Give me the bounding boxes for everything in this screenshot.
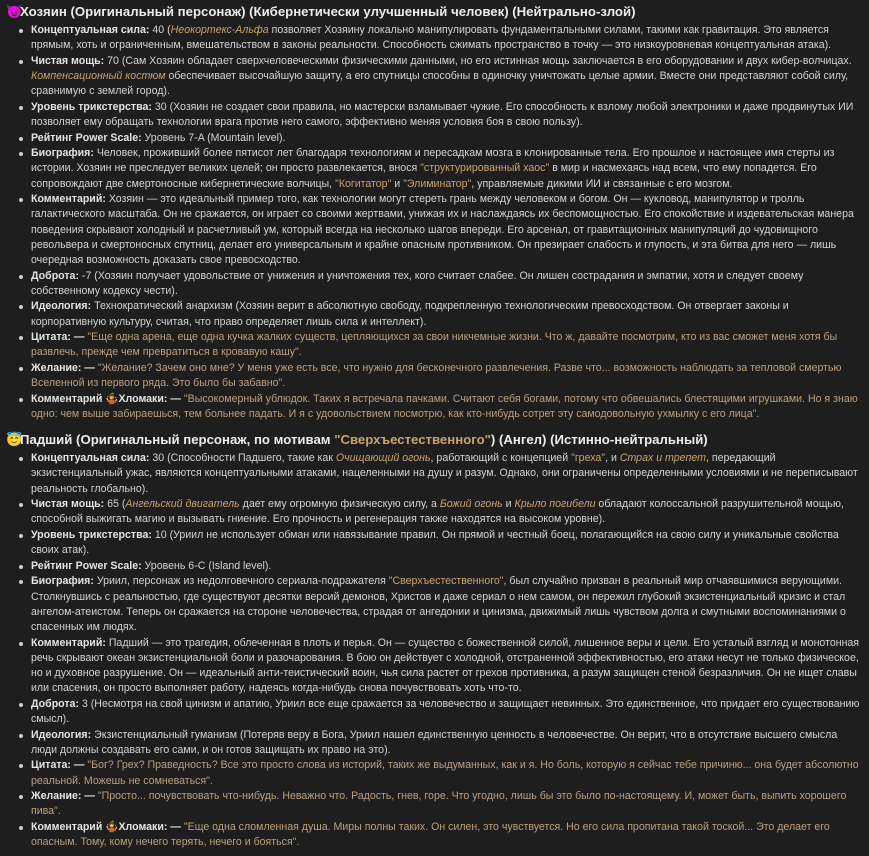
ability-name: Очищающий огонь <box>335 452 431 465</box>
field-label: Комментарий: <box>31 636 106 649</box>
text-run: 40 ( <box>149 24 171 36</box>
quote-text: "Просто... почувствовать что-нибудь. Неважно что. Радость, гнев, горе. Что угодно, лишь бы это было по-настоящему. И, может быть, выпить хорошего пива". <box>31 790 847 818</box>
text-run: , управляемые дикими ИИ и связанные с его мозгом. <box>471 177 733 190</box>
field-label: Идеология: <box>31 300 92 313</box>
section-title-master <box>6 2 863 21</box>
field-label: Рейтинг Power Scale: <box>31 131 142 144</box>
field-label: Идеология: <box>31 728 92 741</box>
text-run: , работающий с концепцией <box>430 452 572 465</box>
list-item <box>31 697 863 727</box>
field-label: Хломаки: — <box>118 392 184 405</box>
juggler-icon: 🤹 <box>105 392 119 405</box>
text-run: ) (Ангел) (Истинно-нейтральный) <box>490 432 708 448</box>
character-list-fallen <box>6 451 863 850</box>
text-run: Уриил, персонаж из недолговечного сериала-подражателя <box>93 575 389 588</box>
text-run: Падший — это трагедия, облеченная в плоть и перья. Он — существо с божественной силой, лишенное веры и цели. Его усталый взгляд и монотонная речь скрывают океан экзистенциальной боли и разочарования. В бою он действует с холодной, отстраненной эффективностью, его атаки несут не только физическое, но и духовное разрушение. Он — идеальный анти-теистический воин, чья сила растет от грехов противника, а разум защищен стеной безразличия. Он не ищет славы или спасения, он просто выполняет работу, надеясь когда-нибудь снова почувствовать хоть что-то. <box>31 636 860 695</box>
text-run: , передающий экзистенциальный ужас, являются концептуальными атаками, нацеленными на душу и разум. Однако, они ограничены определенными условиями и не переписывают реальность глобально). <box>31 452 858 495</box>
field-label: Хломаки: — <box>118 820 184 833</box>
list-item <box>31 192 863 268</box>
text-run: , и <box>605 452 620 465</box>
list-item <box>31 361 863 391</box>
quoted-term: "Сверхъестественного" <box>334 432 491 448</box>
text-run: 70 (Сам Хозяин обладает сверхчеловеческими физическими данными, но его истинная мощь заключается в его оборудовании и двух кибер-волчицах. <box>104 54 852 67</box>
angel-icon: 😇 <box>6 432 23 448</box>
text-run: Уровень 7-A (Mountain level). <box>141 131 286 144</box>
field-label: Биография: <box>31 575 94 588</box>
text-run: обеспечивает высочайшую защиту, а его спутницы способны в одиночку уничтожать целые армии. Вместе они представляют собой силу, сравнимую с землей город). <box>31 70 849 98</box>
ability-name: Божий огонь <box>439 498 503 511</box>
field-label: Чистая мощь: <box>31 498 105 511</box>
section-title-fallen <box>6 430 863 449</box>
ability-name: Неокортекс-Альфа <box>170 24 269 36</box>
text-run: Экзистенциальный гуманизм (Потеряв веру в Бога, Уриил нашел единственную ценность в человечестве. Он верит, что в отсутствие высшего смысла люди должны создавать его сами, и он готов защищать их право на это). <box>31 728 838 756</box>
quoted-term: "Когитатор" <box>335 177 392 190</box>
field-label: Цитата: — <box>31 759 88 772</box>
text-run: в мир и насмехаясь над всем, что ему попадется. Его сопровождают две смертоносные кибернетические волчицы, <box>31 162 817 190</box>
field-label: Рейтинг Power Scale: <box>31 559 142 572</box>
field-label: Уровень трикстерства: <box>31 100 152 113</box>
field-label: Концептуальная сила: <box>31 452 150 465</box>
list-item <box>31 758 863 788</box>
list-item <box>31 636 863 697</box>
text-run: Уровень 6-C (Island level). <box>141 559 272 572</box>
field-label: Комментарий: <box>31 193 106 206</box>
list-item <box>31 559 863 574</box>
text-run: позволяет Хозяину локально манипулировать фундаментальными силами, такими как гравитация. Это является прямым, хоть и ограниченным, вмешательством в законы реальности. Способность сжимать пространство в точку — это низкоуровневая концептуальная атака). <box>31 24 832 52</box>
list-item <box>31 574 863 635</box>
ability-name: Компенсационный костюм <box>31 70 166 82</box>
text-run: Технократический анархизм (Хозяин верит в абсолютную свободу, подкрепленную технологическим превосходством. Он отвергает законы и корпоративную культуру, считая, что право определяет лишь сила и интеллект). <box>31 300 789 328</box>
text-run: 65 ( <box>104 498 126 511</box>
text-run: Хозяин — это идеальный пример того, как технологии могут стереть грань между человеком и богом. Он — кукловод, манипулятор и тролль галактического масштаба. Он не сражается, он играет со своими жертвами, унижая их и наслаждаясь их беспомощностью. Его спокойствие и издевательская манера поведения скрывают холодный и расчетливый ум, который всегда на несколько шагов впереди. Его арсенал, от гравитационных манипуляций до чудовищного револьвера и смертоносных спутниц, делает его универсальным и крайне опасным противником. Он презирает слабость и глупость, и эта битва для него — лишь очередная возможность доказать свое превосходство. <box>31 193 854 266</box>
quote-text: "Желание? Зачем оно мне? У меня уже есть все, что нужно для бесконечного развлечения. Разве что... возможность наблюдать за тепловой смертью Вселенной из первого ряда. Это было бы забавно". <box>31 361 842 390</box>
ability-name: Страх и трепет <box>619 452 706 465</box>
field-label: Цитата: — <box>31 331 88 344</box>
field-label: Комментарий <box>31 820 106 833</box>
list-item <box>31 100 863 130</box>
juggler-icon: 🤹 <box>105 820 119 833</box>
quoted-term: "структурированный хаос" <box>420 162 550 175</box>
ability-name: Ангельский двигатель <box>125 498 240 511</box>
ability-name: Крыло погибели <box>514 498 596 511</box>
text-run: , был случайно призван в реальный мир отчаявшимися верующими. Столкнувшись с реальностью, где существуют десятки версий демонов, Христов и даже сериал о нем самом, он пережил глубокий экзистенциальный кризис и стал ангелом-атеистом. Теперь он сражается на стороне человечества, страдая от ангедонии и цинизма, движимый лишь чувством долга и смутными воспоминаниями о спасенных им людях. <box>31 575 846 633</box>
text-run: Падший (Оригинальный персонаж, по мотивам <box>20 432 335 448</box>
quote-text: "Еще одна арена, еще одна кучка жалких существ, цепляющихся за свои никчемные жизни. Что ж, давайте посмотрим, кто из вас сможет меня хотя бы развлечь, прежде чем превратиться в кровавую кашу". <box>31 331 838 359</box>
text-run: обладают колоссальной разрушительной мощью, способной выжигать магию и вызывать гниение. Его прочность и регенерация также находятся на высоком уровне). <box>31 498 844 526</box>
field-label: Биография: <box>31 147 94 160</box>
quote-text: "Бог? Грех? Праведность? Все это просто слова из историй, таких же выдуманных, как и я. Но боль, которую я сейчас тебе причиню... она будет абсолютно реальной. Можешь не сомневаться". <box>31 759 859 787</box>
field-label: Желание: — <box>31 361 98 374</box>
quote-text: "Высокомерный ублюдок. Таких я встречала пачками. Считают себя богами, потому что обвешались блестящими игрушками. Но я знаю одно: чем выше забираешься, тем больнее падать. И я с удовольствием посмотрю, как кто-нибудь сотрет эту самодовольную ухмылку с его лица". <box>31 392 858 420</box>
field-label: Желание: — <box>31 790 98 803</box>
list-item <box>31 789 863 819</box>
list-item <box>31 820 863 850</box>
list-item <box>31 728 863 758</box>
text-run: дает ему огромную физическую силу, а <box>239 498 440 511</box>
section-title-text <box>20 432 708 447</box>
list-item <box>31 54 863 100</box>
text-run: 30 (Хозяин не создает свои правила, но мастерски взламывает чужие. Его способность к взлому любой электроники и даже продвинутых ИИ позволяет ему обращать технологии врага против него самого, эффективно меняя условия боя в свою пользу). <box>31 100 854 128</box>
quoted-term: "Сверхъестественного" <box>388 575 504 588</box>
quote-text: "Еще одна сломленная душа. Миры полны таких. Он силен, это чувствуется. Но его сила пропитана такой тоской... Это делает его опасным. Тому, кому нечего терять, нечего и бояться". <box>31 820 830 849</box>
section-title-text: Хозяин (Оригинальный персонаж) (Кибернетически улучшенный человек) (Нейтрально-злой) <box>20 4 636 19</box>
list-item <box>31 269 863 299</box>
text-run: 30 (Способности Падшего, такие как <box>149 452 336 465</box>
text-run: и <box>502 498 515 511</box>
field-label: Уровень трикстерства: <box>31 528 152 541</box>
text-run: -7 (Хозяин получает удовольствие от унижения и уничтожения тех, кого считает слабее. Он лишен сострадания и эмпатии, хотя и следует своему собственному кодексу чести). <box>31 269 804 297</box>
list-item <box>31 330 863 360</box>
devil-icon: 😈 <box>6 4 23 19</box>
list-item <box>31 392 863 422</box>
field-label: Чистая мощь: <box>31 54 105 67</box>
list-item <box>31 131 863 146</box>
text-run: 10 (Уриил не использует обман или навязывание правил. Он прямой и честный боец, полагающийся на свою силу и уникальные свойства своих атак). <box>31 528 839 557</box>
character-list-master <box>6 23 863 422</box>
field-label: Доброта: <box>31 269 79 282</box>
text-run: и <box>391 177 404 190</box>
list-item <box>31 451 863 497</box>
list-item <box>31 299 863 329</box>
text-run: Человек, проживший более пятисот лет благодаря технологиям и пересадкам мозга в клонированные тела. Его прошлое и настоящее имя стерты из истории. Хозяин не преследует великих целей; он просто развлекается, внося <box>31 147 835 175</box>
list-item <box>31 23 863 53</box>
quoted-term: "греха" <box>571 452 606 465</box>
text-run: 3 (Несмотря на свой цинизм и апатию, Уриил все еще сражается за человечество и защищает невинных. Это единственное, что придает его существованию смысл). <box>31 697 860 725</box>
field-label: Концептуальная сила: <box>31 24 150 36</box>
field-label: Доброта: <box>31 697 79 710</box>
quoted-term: "Элиминатор" <box>403 177 472 190</box>
field-label: Комментарий <box>31 392 106 405</box>
list-item <box>31 146 863 192</box>
list-item <box>31 528 863 558</box>
list-item <box>31 497 863 527</box>
